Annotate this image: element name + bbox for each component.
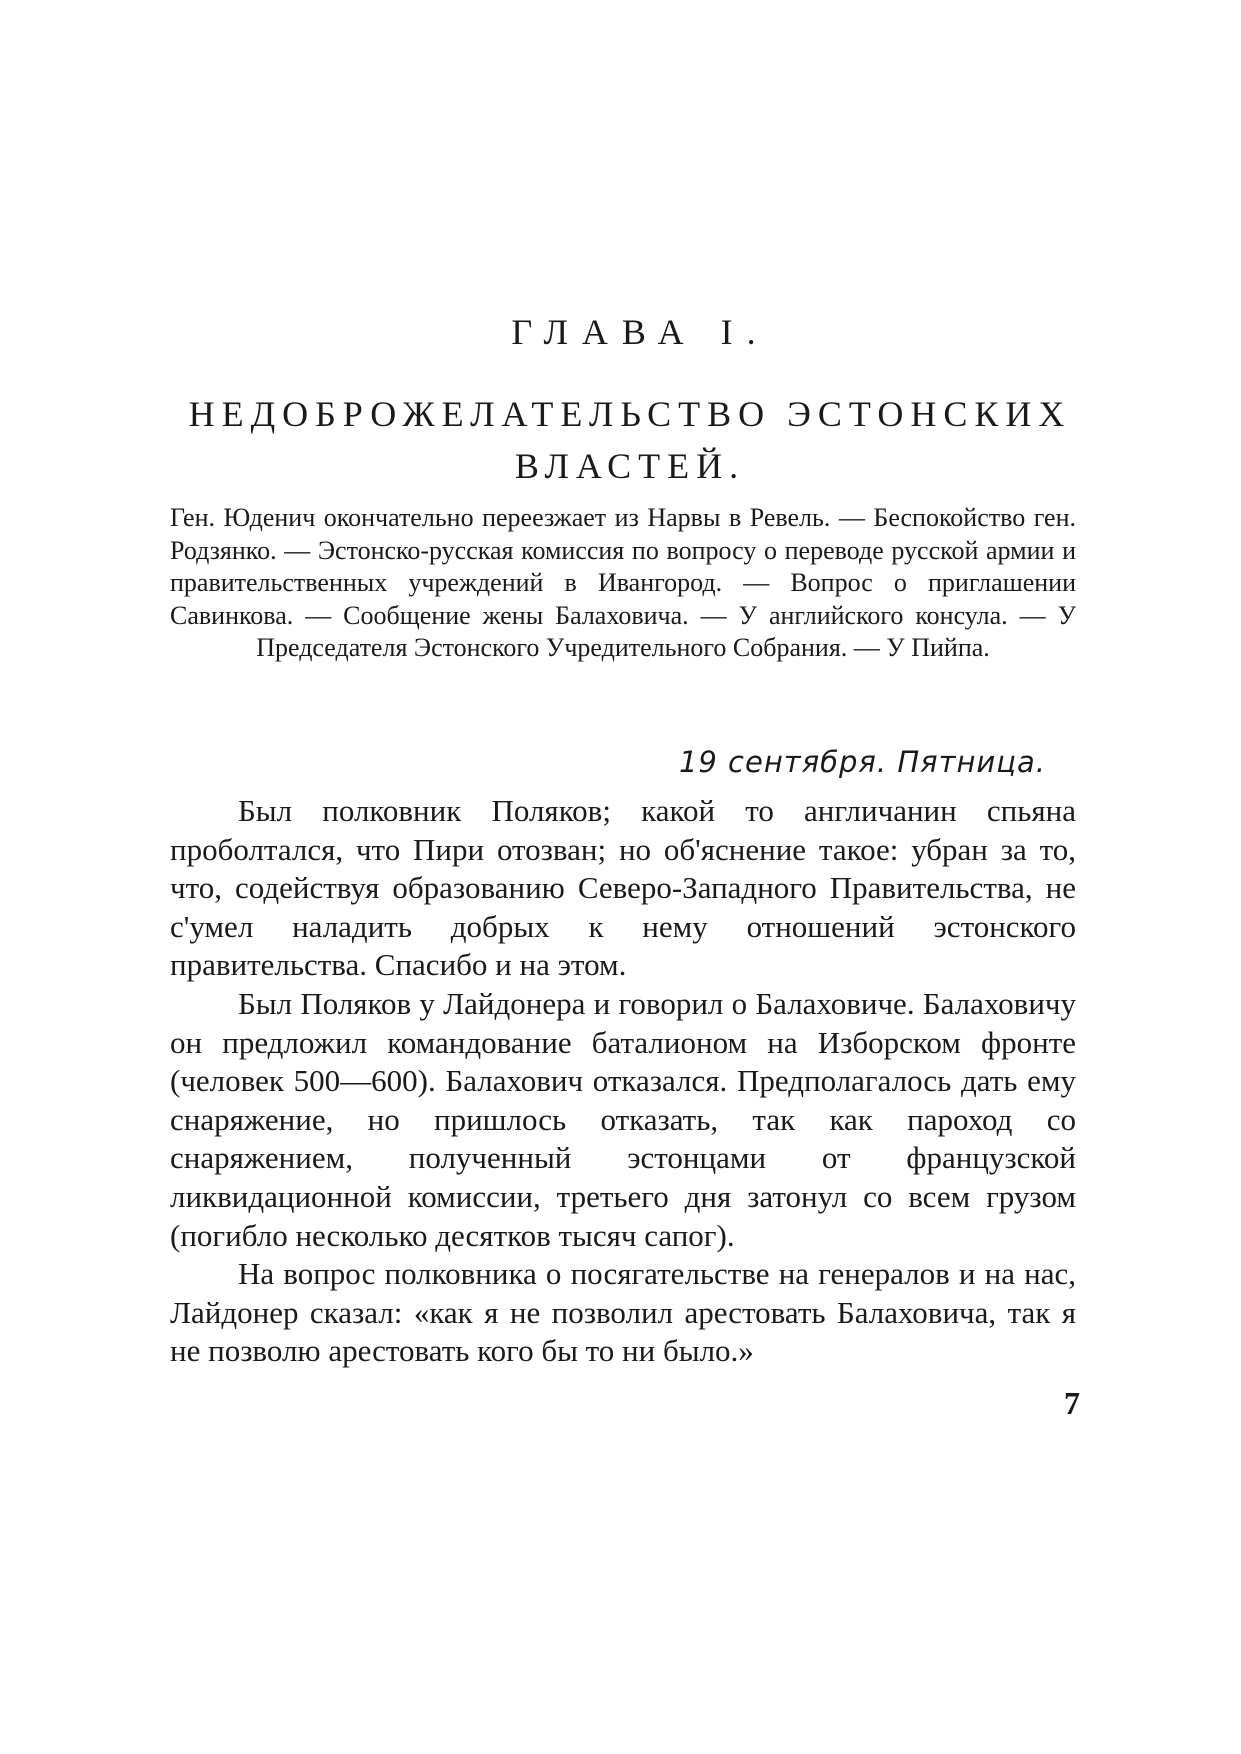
- chapter-summary: Ген. Юденич окончательно переезжает из Нарвы в Ревель. — Беспокойство ген. Родзянко. — Эстонско-русская комиссия по вопросу о переводе русской армии и правительственных учреждений в Ивангород. — Вопрос о приглашении Савинкова. — Сообщение жены Балаховича. — У английского консула. — У Председателя Эстонского Учредительного Собрания. — У Пийпа.: [170, 503, 1076, 663]
- paragraph: Был Поляков у Лайдонера и говорил о Балаховиче. Балаховичу он предложил командование баталионом на Изборском фронте (человек 500—600). Балахович отказался. Предполагалось дать ему снаряжение, но пришлось отказать, так как пароход со снаряжением, полученный эстонцами от французской ликвидационной комиссии, третьего дня затонул со всем грузом (погибло несколько десятков тысяч сапог).: [170, 985, 1076, 1253]
- diary-date-heading: 19 сентября. Пятница.: [678, 745, 1046, 779]
- paragraph: Был полковник Поляков; какой то англичанин спьяна проболтался, что Пири отозван; но об'яснение такое: убран за то, что, содействуя образованию Северо-Западного Правительства, не с'умел наладить добрых к нему отношений эстонского правительства. Спасибо и на этом.: [170, 793, 1076, 983]
- paragraph: На вопрос полковника о посягательстве на генералов и на нас, Лайдонер сказал: «как я не позволил арестовать Балаховича, так я не позволю арестовать кого бы то ни было.»: [170, 1256, 1076, 1369]
- chapter-title-line-1: НЕДОБРОЖЕЛАТЕЛЬСТВО ЭСТОНСКИХ: [188, 394, 1072, 434]
- chapter-title: [160, 388, 1100, 492]
- body-text: [170, 792, 1076, 1371]
- chapter-label: ГЛАВА I.: [511, 312, 770, 352]
- chapter-title-line-2: ВЛАСТЕЙ.: [514, 446, 746, 486]
- page-number: 7: [1064, 1385, 1080, 1421]
